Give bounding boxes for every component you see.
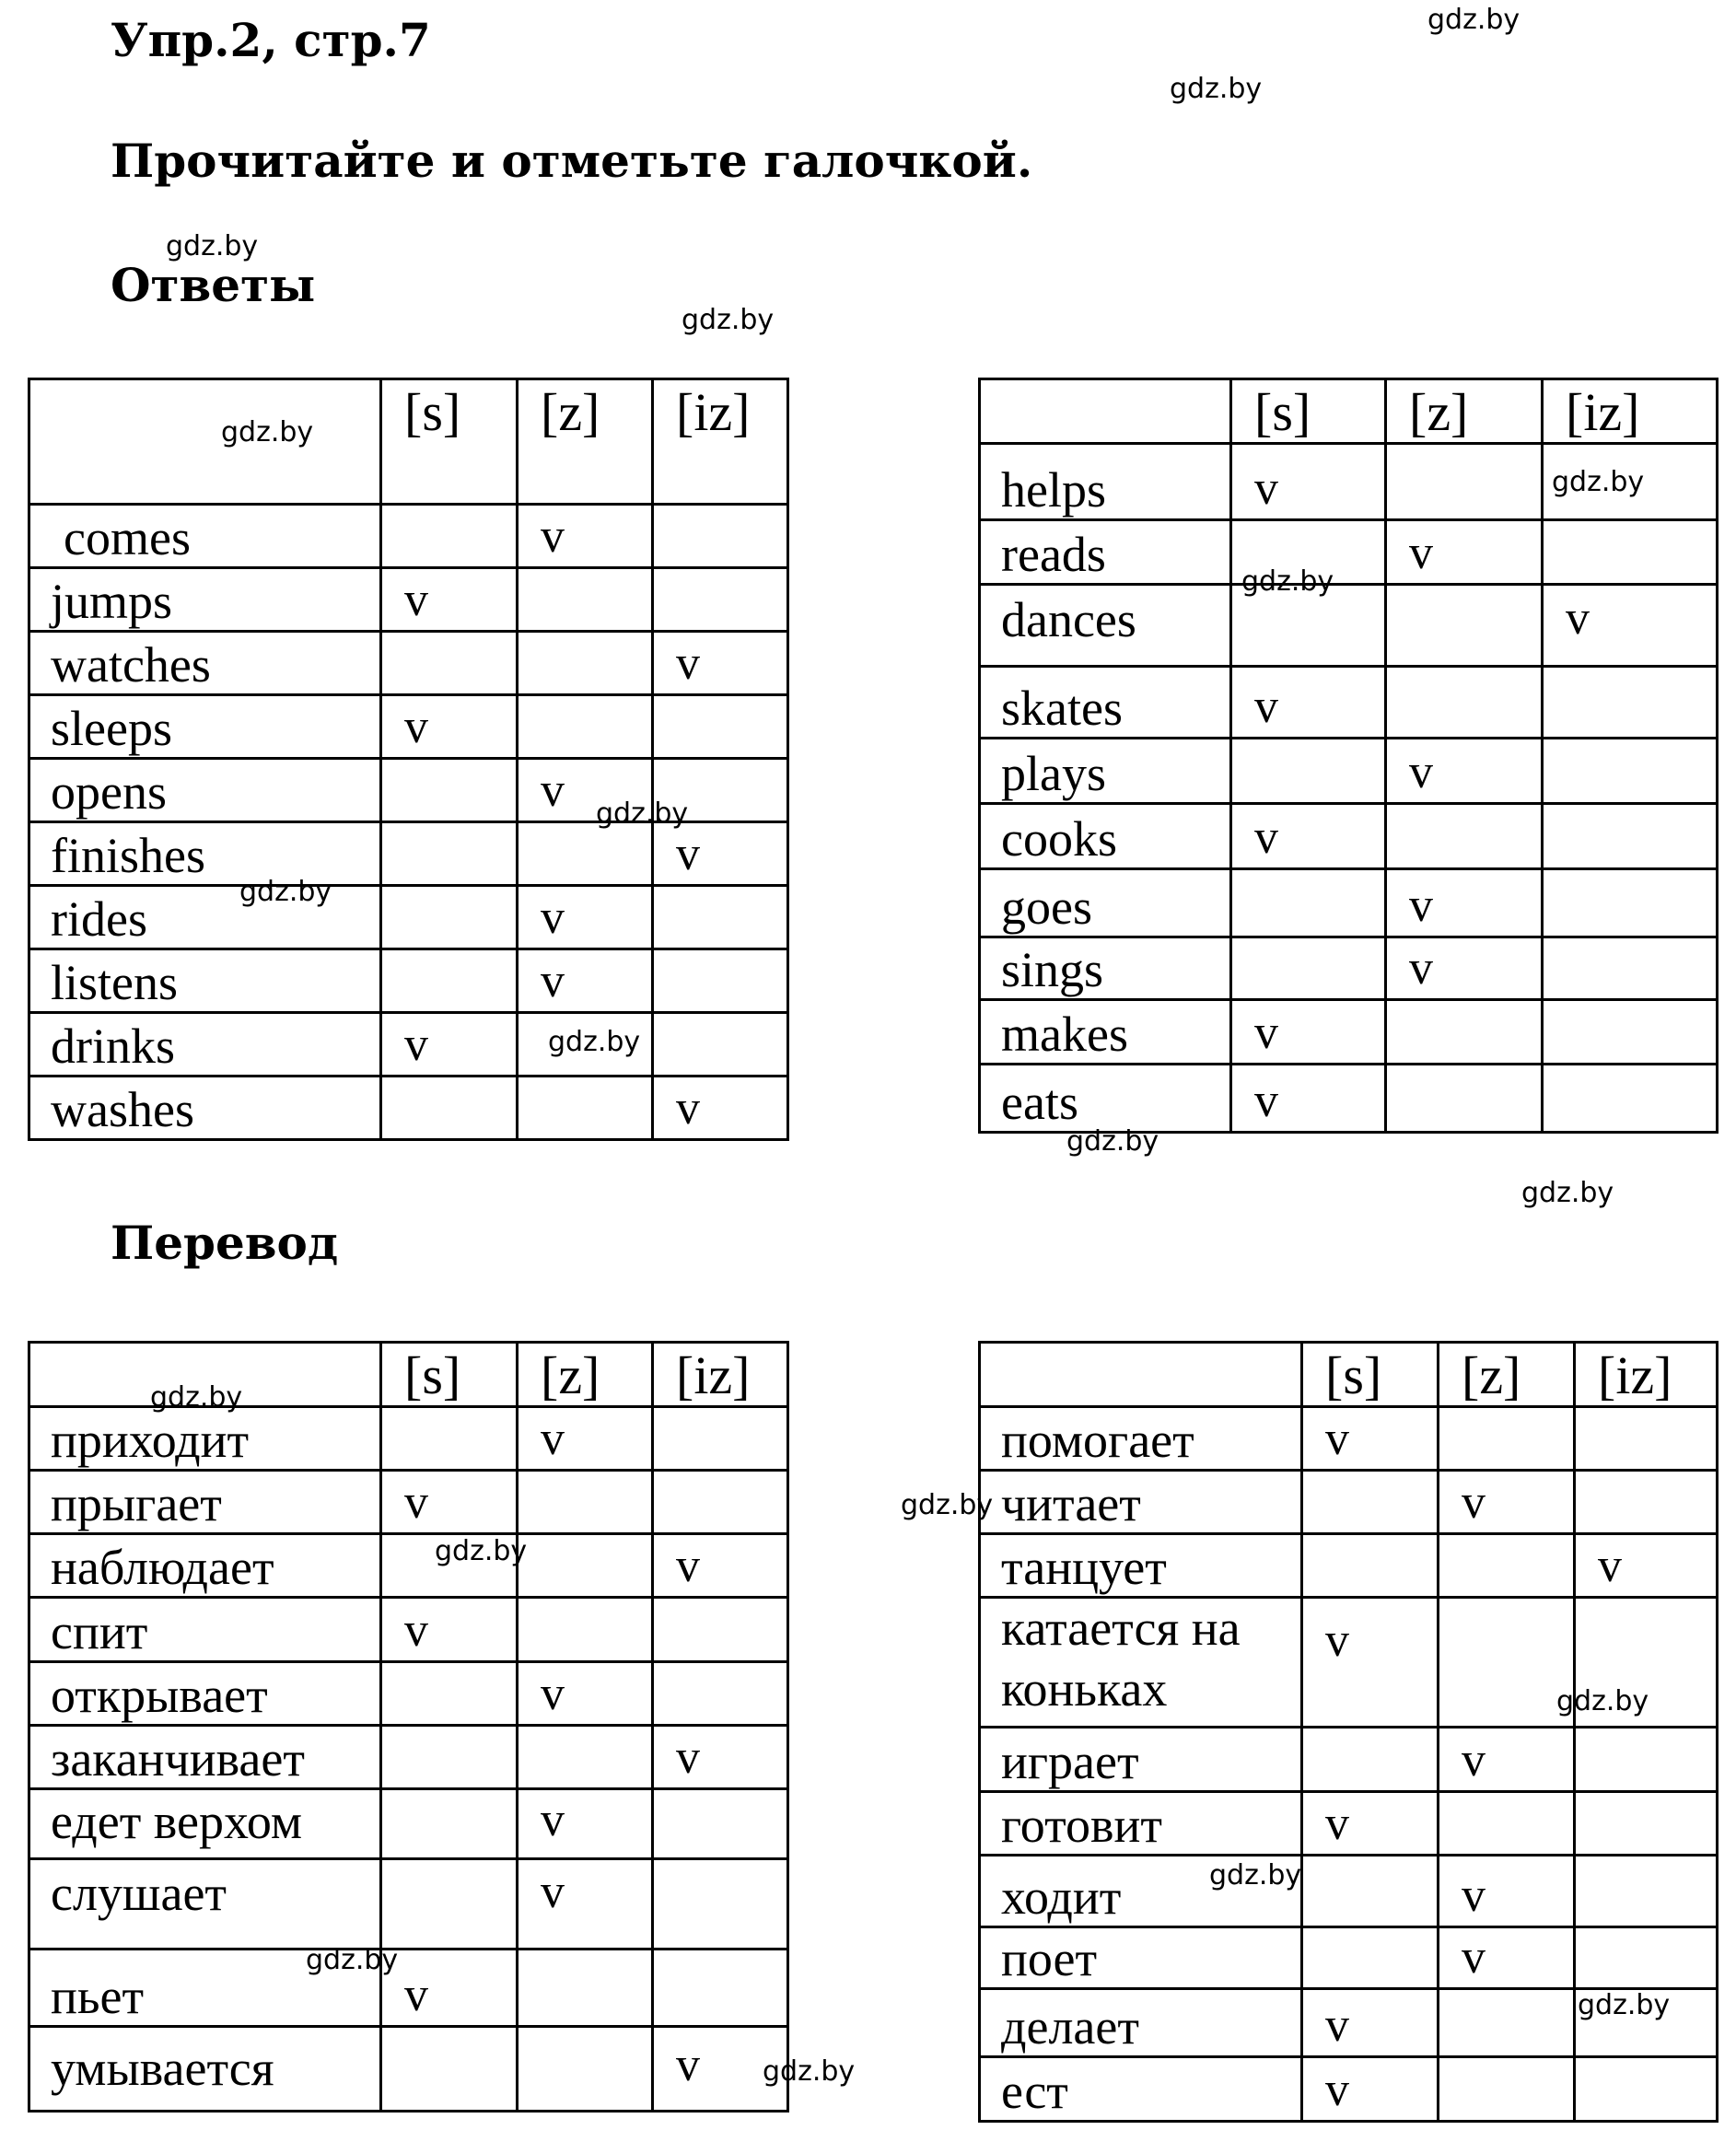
table-row bbox=[29, 1013, 788, 1077]
mark-iz bbox=[653, 568, 788, 632]
table-row bbox=[29, 695, 788, 759]
watermark: gdz.by bbox=[1170, 73, 1263, 105]
mark-s: v bbox=[1231, 1000, 1386, 1065]
mark-iz bbox=[1543, 520, 1718, 585]
mark-z: v bbox=[518, 1662, 653, 1726]
mark-s bbox=[381, 949, 518, 1013]
mark-z: v bbox=[518, 1407, 653, 1471]
watermark: gdz.by bbox=[166, 230, 259, 262]
word-cell: танцует bbox=[980, 1534, 1302, 1598]
mark-z bbox=[518, 568, 653, 632]
mark-iz: v bbox=[653, 632, 788, 695]
watermark: gdz.by bbox=[1521, 1177, 1614, 1209]
column-header-iz: [iz] bbox=[1575, 1343, 1718, 1407]
word-cell: слушает bbox=[29, 1859, 381, 1950]
mark-s: v bbox=[1302, 1407, 1439, 1471]
mark-s bbox=[381, 759, 518, 822]
mark-iz bbox=[653, 1789, 788, 1859]
column-header-z: [z] bbox=[518, 379, 653, 505]
table-row bbox=[980, 520, 1718, 585]
word-cell: cooks bbox=[980, 804, 1231, 869]
column-header-s: [s] bbox=[381, 1343, 518, 1407]
word-cell: watches bbox=[29, 632, 381, 695]
mark-s: v bbox=[1231, 667, 1386, 739]
word-cell: умывается bbox=[29, 2027, 381, 2112]
word-cell: comes bbox=[29, 505, 381, 568]
mark-z: v bbox=[1439, 1727, 1575, 1791]
word-cell: jumps bbox=[29, 568, 381, 632]
mark-s: v bbox=[1231, 1065, 1386, 1133]
word-cell: приходит bbox=[29, 1407, 381, 1471]
table-row bbox=[29, 1662, 788, 1726]
column-header-z: [z] bbox=[518, 1343, 653, 1407]
mark-s bbox=[381, 1077, 518, 1140]
table-row bbox=[980, 739, 1718, 804]
watermark: gdz.by bbox=[682, 304, 775, 336]
word-cell: plays bbox=[980, 739, 1231, 804]
mark-z bbox=[518, 632, 653, 695]
mark-iz bbox=[1543, 667, 1718, 739]
mark-iz bbox=[653, 1471, 788, 1534]
answers-heading: Ответы bbox=[111, 258, 316, 312]
translation-heading: Перевод bbox=[111, 1216, 339, 1270]
watermark: gdz.by bbox=[150, 1381, 243, 1414]
word-cell: пьет bbox=[29, 1950, 381, 2027]
mark-z: v bbox=[1386, 739, 1543, 804]
mark-z bbox=[1439, 2056, 1575, 2121]
mark-iz: v bbox=[653, 1534, 788, 1598]
mark-iz bbox=[1575, 1471, 1718, 1534]
column-header-s: [s] bbox=[1302, 1343, 1439, 1407]
mark-s: v bbox=[381, 695, 518, 759]
mark-s bbox=[381, 1859, 518, 1950]
mark-s bbox=[1302, 1926, 1439, 1988]
table-row bbox=[980, 1926, 1718, 1988]
mark-z: v bbox=[518, 505, 653, 568]
mark-z bbox=[518, 1471, 653, 1534]
word-cell: goes bbox=[980, 869, 1231, 937]
word-cell: едет верхом bbox=[29, 1789, 381, 1859]
mark-iz bbox=[653, 1950, 788, 2027]
table-row bbox=[980, 1407, 1718, 1471]
word-cell: открывает bbox=[29, 1662, 381, 1726]
mark-iz bbox=[653, 1859, 788, 1950]
mark-iz bbox=[1543, 1065, 1718, 1133]
table-row bbox=[980, 1534, 1718, 1598]
page-title: Упр.2, стр.7 bbox=[111, 13, 431, 67]
mark-iz bbox=[1575, 1407, 1718, 1471]
table-row bbox=[29, 1950, 788, 2027]
answers-left-table bbox=[28, 378, 789, 1141]
mark-s bbox=[381, 1789, 518, 1859]
mark-z: v bbox=[518, 1789, 653, 1859]
watermark: gdz.by bbox=[1427, 4, 1520, 36]
table-row bbox=[29, 1534, 788, 1598]
mark-z bbox=[1386, 585, 1543, 667]
table-row bbox=[980, 1000, 1718, 1065]
mark-s bbox=[1231, 739, 1386, 804]
watermark: gdz.by bbox=[901, 1489, 994, 1521]
word-cell: помогает bbox=[980, 1407, 1302, 1471]
mark-iz bbox=[1543, 804, 1718, 869]
mark-s bbox=[1302, 1471, 1439, 1534]
mark-iz bbox=[1575, 2056, 1718, 2121]
mark-iz: v bbox=[653, 1726, 788, 1789]
word-cell: ходит bbox=[980, 1855, 1302, 1926]
mark-s bbox=[1231, 869, 1386, 937]
mark-iz bbox=[653, 949, 788, 1013]
word-cell: катается на коньках bbox=[980, 1598, 1302, 1728]
mark-s bbox=[1231, 937, 1386, 1000]
mark-s bbox=[381, 886, 518, 949]
mark-z bbox=[1439, 1988, 1575, 2056]
table-row bbox=[29, 1859, 788, 1950]
mark-z bbox=[1386, 1000, 1543, 1065]
mark-z bbox=[518, 2027, 653, 2112]
watermark: gdz.by bbox=[1241, 565, 1334, 598]
mark-s: v bbox=[381, 1598, 518, 1662]
mark-z bbox=[518, 1950, 653, 2027]
table-row bbox=[29, 1726, 788, 1789]
table-row bbox=[29, 1407, 788, 1471]
header-blank-cell bbox=[980, 379, 1231, 444]
word-cell: ест bbox=[980, 2056, 1302, 2121]
mark-s bbox=[381, 1662, 518, 1726]
mark-s: v bbox=[381, 1013, 518, 1077]
word-cell: drinks bbox=[29, 1013, 381, 1077]
mark-iz bbox=[653, 1407, 788, 1471]
header-blank-cell bbox=[980, 1343, 1302, 1407]
mark-z bbox=[518, 822, 653, 886]
translation-left-table bbox=[28, 1341, 789, 2113]
word-cell: sings bbox=[980, 937, 1231, 1000]
mark-z bbox=[518, 1534, 653, 1598]
mark-s bbox=[1302, 1855, 1439, 1926]
mark-s bbox=[381, 1726, 518, 1789]
word-cell: спит bbox=[29, 1598, 381, 1662]
mark-z bbox=[1439, 1534, 1575, 1598]
column-header-iz: [iz] bbox=[1543, 379, 1718, 444]
mark-iz: v bbox=[653, 822, 788, 886]
mark-z: v bbox=[1439, 1855, 1575, 1926]
word-cell: dances bbox=[980, 585, 1231, 667]
mark-iz bbox=[1575, 1727, 1718, 1791]
table-row bbox=[29, 2027, 788, 2112]
word-cell: listens bbox=[29, 949, 381, 1013]
watermark: gdz.by bbox=[1552, 466, 1645, 498]
word-cell: поет bbox=[980, 1926, 1302, 1988]
mark-z: v bbox=[1439, 1471, 1575, 1534]
table-row bbox=[29, 1471, 788, 1534]
word-cell: makes bbox=[980, 1000, 1231, 1065]
table-row bbox=[980, 937, 1718, 1000]
mark-z: v bbox=[1439, 1926, 1575, 1988]
mark-iz bbox=[1543, 1000, 1718, 1065]
mark-iz: v bbox=[1575, 1534, 1718, 1598]
mark-z: v bbox=[1386, 520, 1543, 585]
mark-s bbox=[1302, 1534, 1439, 1598]
mark-iz: v bbox=[1543, 585, 1718, 667]
column-header-z: [z] bbox=[1439, 1343, 1575, 1407]
table-row bbox=[980, 2056, 1718, 2121]
mark-z: v bbox=[518, 759, 653, 822]
word-cell: rides bbox=[29, 886, 381, 949]
mark-z: v bbox=[518, 1859, 653, 1950]
word-cell: reads bbox=[980, 520, 1231, 585]
table-row bbox=[980, 1471, 1718, 1534]
watermark: gdz.by bbox=[1209, 1859, 1302, 1891]
mark-z bbox=[518, 1598, 653, 1662]
mark-s bbox=[381, 632, 518, 695]
mark-iz bbox=[653, 695, 788, 759]
table-row bbox=[980, 804, 1718, 869]
mark-z bbox=[518, 695, 653, 759]
mark-s: v bbox=[1302, 1791, 1439, 1855]
word-cell: играет bbox=[980, 1727, 1302, 1791]
word-cell: opens bbox=[29, 759, 381, 822]
watermark: gdz.by bbox=[435, 1535, 528, 1567]
table-row bbox=[29, 568, 788, 632]
mark-s: v bbox=[1231, 804, 1386, 869]
mark-z bbox=[1439, 1791, 1575, 1855]
watermark: gdz.by bbox=[1556, 1685, 1649, 1717]
table-row bbox=[29, 1598, 788, 1662]
mark-z bbox=[1439, 1407, 1575, 1471]
table-row bbox=[29, 886, 788, 949]
mark-iz bbox=[653, 1662, 788, 1726]
mark-iz bbox=[653, 1598, 788, 1662]
mark-s bbox=[1302, 1727, 1439, 1791]
mark-z bbox=[1386, 804, 1543, 869]
mark-iz bbox=[1575, 1855, 1718, 1926]
mark-z bbox=[1386, 444, 1543, 520]
column-header-s: [s] bbox=[381, 379, 518, 505]
mark-z bbox=[518, 1726, 653, 1789]
mark-s: v bbox=[1302, 1598, 1439, 1728]
header-blank-cell bbox=[29, 379, 381, 505]
mark-z: v bbox=[1386, 869, 1543, 937]
column-header-iz: [iz] bbox=[653, 1343, 788, 1407]
mark-s bbox=[381, 1407, 518, 1471]
watermark: gdz.by bbox=[763, 2055, 856, 2088]
instruction-text: Прочитайте и отметьте галочкой. bbox=[111, 134, 1033, 188]
mark-s bbox=[381, 2027, 518, 2112]
mark-z: v bbox=[518, 886, 653, 949]
word-cell: готовит bbox=[980, 1791, 1302, 1855]
word-cell: наблюдает bbox=[29, 1534, 381, 1598]
watermark: gdz.by bbox=[1578, 1989, 1671, 2021]
mark-iz: v bbox=[653, 1077, 788, 1140]
word-cell: заканчивает bbox=[29, 1726, 381, 1789]
table-row bbox=[980, 667, 1718, 739]
mark-s: v bbox=[381, 568, 518, 632]
watermark: gdz.by bbox=[239, 876, 332, 908]
column-header-z: [z] bbox=[1386, 379, 1543, 444]
mark-s: v bbox=[381, 1471, 518, 1534]
mark-iz bbox=[1575, 1926, 1718, 1988]
mark-iz: v bbox=[653, 2027, 788, 2112]
table-row bbox=[29, 505, 788, 568]
table-row bbox=[980, 585, 1718, 667]
mark-z bbox=[1386, 667, 1543, 739]
watermark: gdz.by bbox=[306, 1944, 399, 1976]
mark-iz bbox=[1543, 937, 1718, 1000]
table-row bbox=[980, 869, 1718, 937]
mark-s bbox=[381, 822, 518, 886]
mark-iz bbox=[1543, 869, 1718, 937]
table-row bbox=[29, 1077, 788, 1140]
mark-z bbox=[1386, 1065, 1543, 1133]
word-cell: eats bbox=[980, 1065, 1231, 1133]
table-row bbox=[980, 1791, 1718, 1855]
table-row bbox=[29, 949, 788, 1013]
table-row bbox=[980, 1065, 1718, 1133]
watermark: gdz.by bbox=[596, 797, 689, 830]
mark-z: v bbox=[518, 949, 653, 1013]
table-row bbox=[29, 822, 788, 886]
table-row bbox=[980, 1727, 1718, 1791]
word-cell: прыгает bbox=[29, 1471, 381, 1534]
table-row bbox=[29, 1789, 788, 1859]
mark-z bbox=[518, 1077, 653, 1140]
table-row bbox=[29, 632, 788, 695]
table-row bbox=[980, 1855, 1718, 1926]
watermark: gdz.by bbox=[1066, 1125, 1159, 1158]
mark-s: v bbox=[1231, 444, 1386, 520]
word-cell: читает bbox=[980, 1471, 1302, 1534]
mark-s: v bbox=[1302, 1988, 1439, 2056]
mark-iz bbox=[653, 886, 788, 949]
word-cell: sleeps bbox=[29, 695, 381, 759]
mark-iz bbox=[1575, 1791, 1718, 1855]
mark-s bbox=[381, 505, 518, 568]
mark-s: v bbox=[1302, 2056, 1439, 2121]
mark-s: v bbox=[381, 1950, 518, 2027]
mark-iz bbox=[653, 1013, 788, 1077]
watermark: gdz.by bbox=[221, 416, 314, 448]
word-cell: делает bbox=[980, 1988, 1302, 2056]
word-cell: skates bbox=[980, 667, 1231, 739]
word-cell: washes bbox=[29, 1077, 381, 1140]
column-header-s: [s] bbox=[1231, 379, 1386, 444]
mark-z bbox=[1439, 1598, 1575, 1728]
word-cell: finishes bbox=[29, 822, 381, 886]
mark-iz bbox=[653, 505, 788, 568]
watermark: gdz.by bbox=[548, 1026, 641, 1058]
mark-z: v bbox=[1386, 937, 1543, 1000]
mark-iz bbox=[1543, 739, 1718, 804]
column-header-iz: [iz] bbox=[653, 379, 788, 505]
word-cell: helps bbox=[980, 444, 1231, 520]
